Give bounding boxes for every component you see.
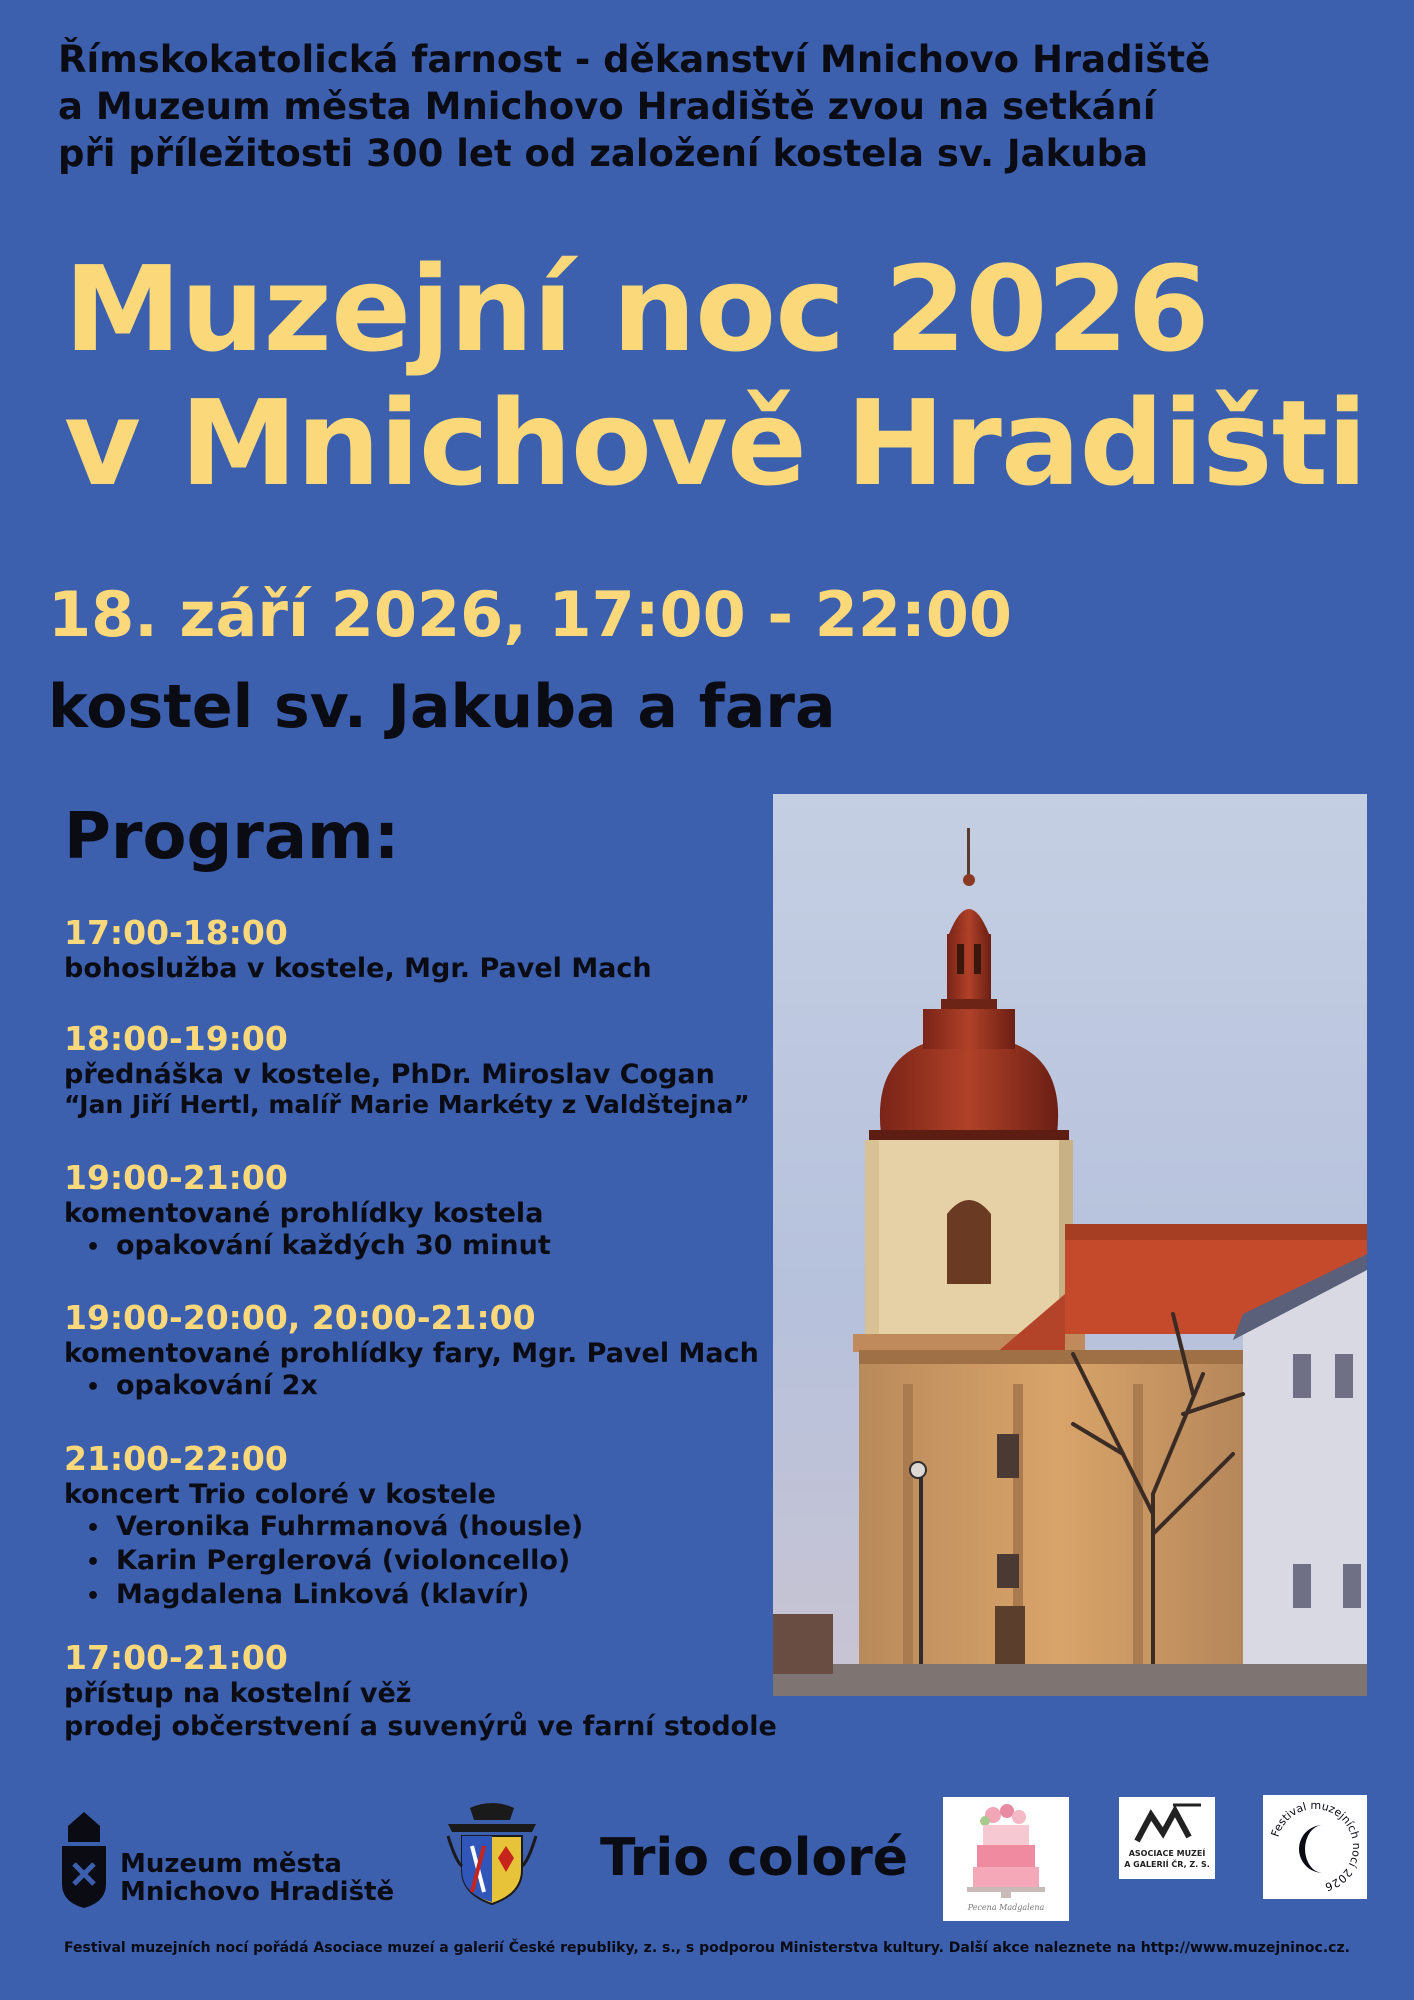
intro-line-2: a Muzeum města Mnichovo Hradiště zvou na setkání [58, 85, 1156, 128]
intro-text [58, 36, 1358, 177]
title-line-1: Muzejní noc 2026 [64, 240, 1209, 378]
program-item [64, 1299, 784, 1404]
program-time: 19:00-21:00 [64, 1158, 288, 1197]
event-venue: kostel sv. Jakuba a fara [48, 672, 836, 742]
program-time: 21:00-22:00 [64, 1439, 288, 1478]
program-line: přístup na kostelní věž [64, 1678, 412, 1709]
program-line: přednáška v kostele, PhDr. Miroslav Cogan [64, 1059, 715, 1090]
program-item [64, 914, 784, 985]
program-bullet: • Veronika Fuhrmanová (housle) [64, 1511, 784, 1545]
museum-logo [58, 1812, 395, 1912]
program-line: prodej občerstvení a suvenýrů ve farní stodole [64, 1711, 777, 1742]
program-time: 18:00-19:00 [64, 1019, 288, 1058]
program-time: 17:00-21:00 [64, 1638, 288, 1677]
coat-of-arms-icon [440, 1802, 544, 1908]
amg-line-1: ASOCIACE MUZEÍ [1128, 1849, 1206, 1858]
program-heading: Program: [64, 800, 400, 874]
festival-logo [1263, 1795, 1367, 1899]
cake-signature: Pecena Madgalena [967, 1903, 1045, 1912]
program-item [64, 1020, 784, 1119]
program-item [64, 1639, 784, 1743]
church-photo [773, 794, 1367, 1696]
event-date-time: 18. září 2026, 17:00 - 22:00 [48, 578, 1013, 651]
program-line: komentované prohlídky fary, Mgr. Pavel Mach [64, 1338, 759, 1369]
program-line: koncert Trio coloré v kostele [64, 1479, 496, 1510]
intro-line-3: při příležitosti 300 let od založení kostela sv. Jakuba [58, 132, 1149, 175]
festival-text: Festival muzejních nocí 2026 [1268, 1798, 1364, 1894]
program-line: komentované prohlídky kostela [64, 1198, 544, 1229]
amg-mark-icon [1119, 1797, 1215, 1849]
program-bullet: • opakování 2x [64, 1370, 784, 1404]
program-item [64, 1440, 784, 1613]
festival-moon-icon [1263, 1795, 1367, 1899]
program-line: bohoslužba v kostele, Mgr. Pavel Mach [64, 953, 652, 984]
program-line: “Jan Jiří Hertl, malíř Marie Markéty z Valdštejna” [64, 1090, 750, 1119]
program-bullet: • Karin Perglerová (violoncello) [64, 1545, 784, 1579]
page-title [64, 242, 1367, 510]
program-time: 17:00-18:00 [64, 913, 288, 952]
intro-line-1: Římskokatolická farnost - děkanství Mnichovo Hradiště [58, 38, 1211, 81]
museum-shield-icon [58, 1812, 110, 1908]
title-line-2: v Mnichově Hradišti [64, 374, 1367, 512]
museum-logo-line-2: Mnichovo Hradiště [120, 1877, 395, 1907]
trio-colore-logo: Trio coloré [600, 1828, 909, 1888]
museum-logo-line-1: Muzeum města [120, 1849, 342, 1879]
amg-line-2: A GALERIÍ ČR, Z. S. [1124, 1860, 1210, 1869]
program-bullet: • Magdalena Linková (klavír) [64, 1579, 784, 1613]
footer-note: Festival muzejních nocí pořádá Asociace muzeí a galerií České republiky, z. s., s podporou Ministerstva kultury. Další akce naleznete na http://www.muzejninoc.cz. [64, 1940, 1350, 1956]
cake-logo [943, 1797, 1069, 1921]
svg-text:Festival muzejních nocí 2026 [1269, 1799, 1363, 1893]
program-item [64, 1159, 784, 1264]
program-time: 19:00-20:00, 20:00-21:00 [64, 1298, 536, 1337]
program-bullet: • opakování každých 30 minut [64, 1230, 784, 1264]
amg-logo [1119, 1797, 1215, 1879]
